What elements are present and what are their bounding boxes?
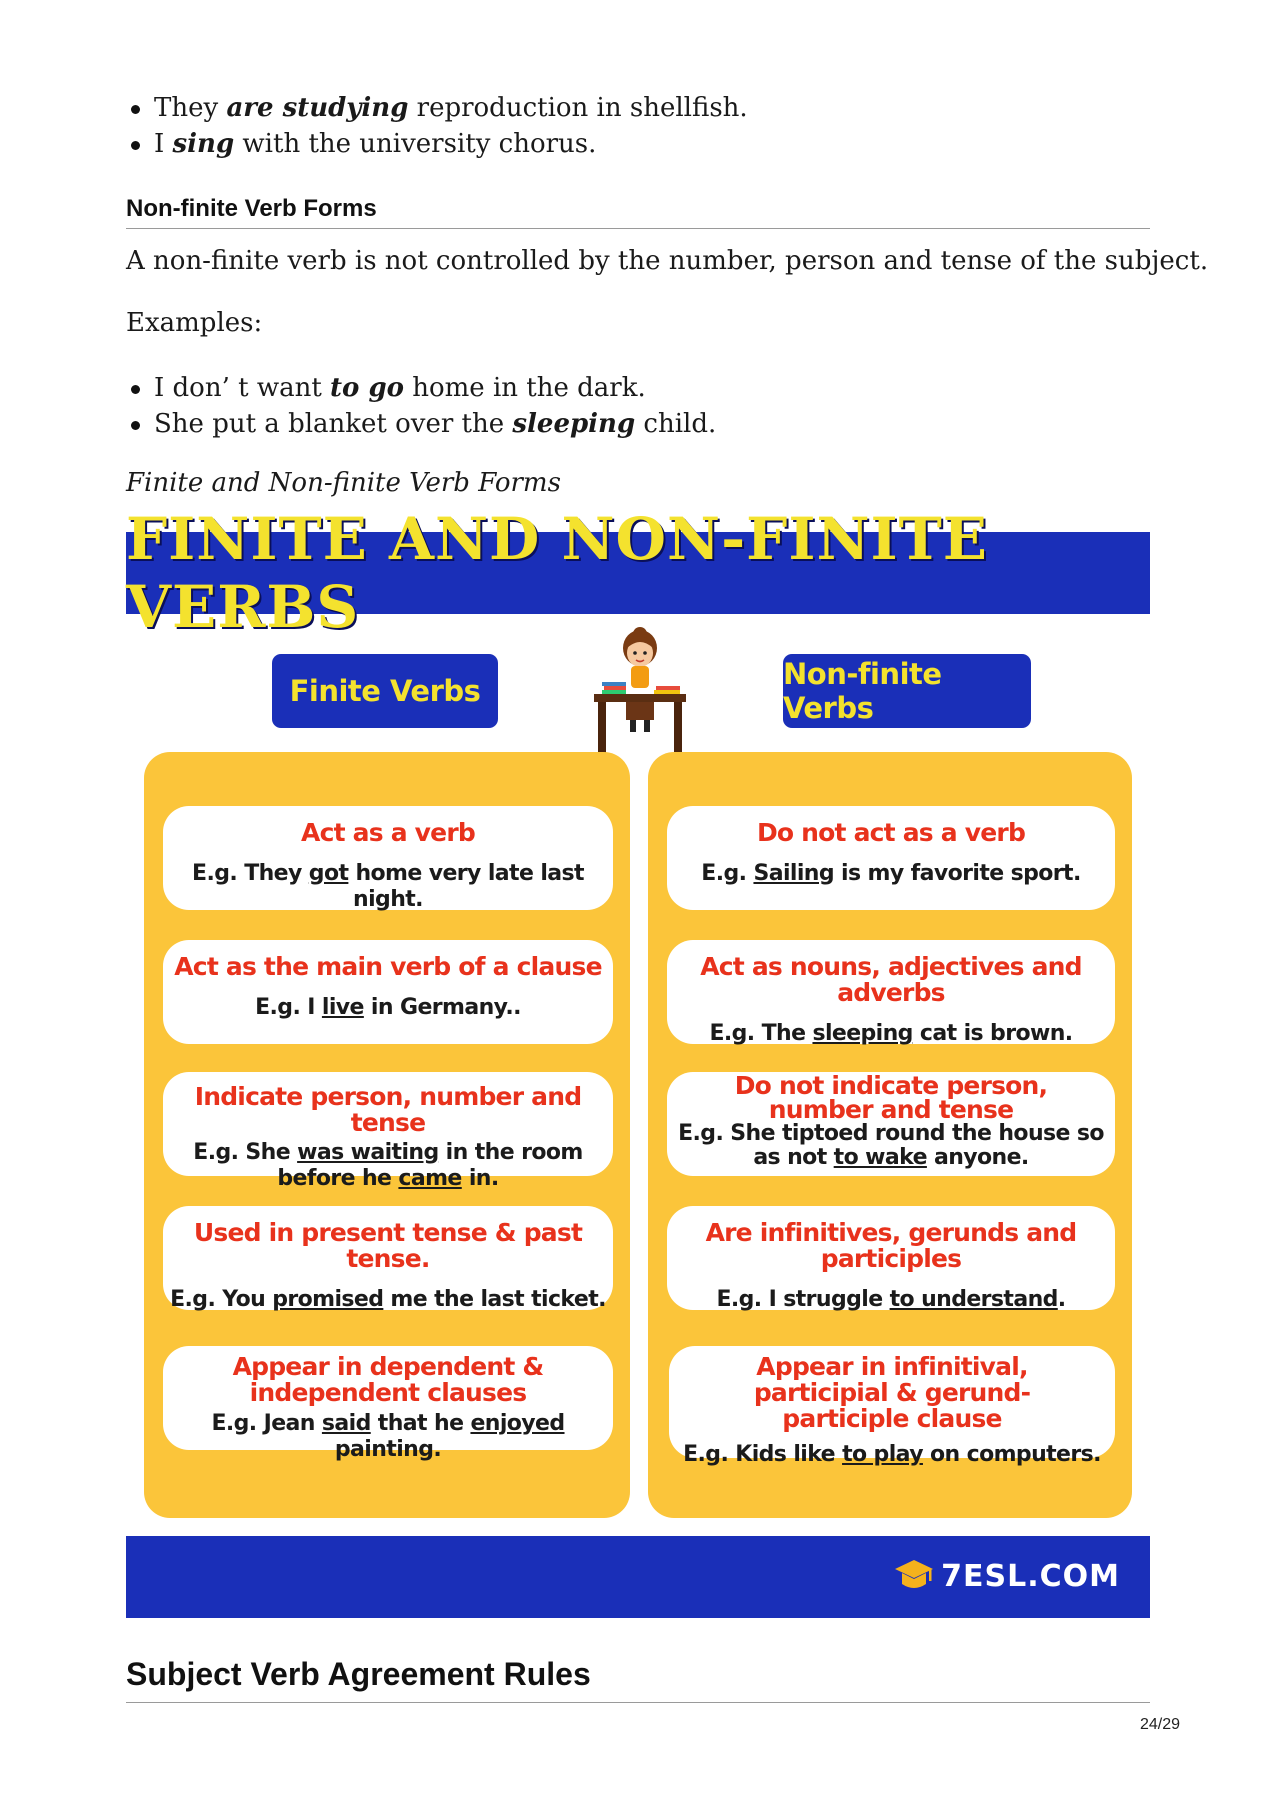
card-title: Act as nouns, adjectives and adverbs [700, 952, 1082, 1007]
section-heading-subject-verb: Subject Verb Agreement Rules [126, 1654, 1150, 1703]
card-title: Act as a verb [301, 818, 475, 847]
non-finite-card-3 [667, 1072, 1115, 1176]
card-example: E.g. I live in Germany.. [255, 995, 521, 1020]
card-example: E.g. She tiptoed round the house so as not to wake anyone. [678, 1121, 1104, 1170]
finite-card-4 [163, 1206, 613, 1310]
infographic-title: FINITE AND NON-FINITE VERBS [126, 505, 988, 641]
7esl-logo [893, 1556, 1120, 1596]
section-heading-non-finite: Non-finite Verb Forms [126, 194, 1150, 229]
infographic-footer-bar [126, 1536, 1150, 1618]
examples-bullet-list [154, 370, 716, 442]
card-example: E.g. She was waiting in the room before he came in. [193, 1140, 583, 1191]
page-number: 24/29 [1140, 1716, 1181, 1733]
finite-verbs-heading-label: Finite Verbs [289, 674, 481, 708]
finite-card-2 [163, 940, 613, 1044]
finite-card-1 [163, 806, 613, 910]
figure-caption: Finite and Non-finite Verb Forms [126, 468, 561, 498]
non-finite-card-1 [667, 806, 1115, 910]
examples-label: Examples: [126, 308, 263, 338]
card-title: Appear in infinitival, participial & gerund-participle clause [753, 1352, 1031, 1433]
infographic-banner [126, 505, 1150, 641]
list-item: She put a blanket over the sleeping child. [154, 406, 716, 442]
finite-card-3 [163, 1072, 613, 1191]
card-example: E.g. Kids like to play on computers. [683, 1442, 1101, 1467]
card-title: Are infinitives, gerunds and participles [705, 1218, 1077, 1273]
list-item: They are studying reproduction in shellfish. [154, 90, 748, 126]
card-example: E.g. The sleeping cat is brown. [709, 1021, 1073, 1046]
non-finite-card-2 [667, 940, 1115, 1044]
card-title: Indicate person, number and tense [194, 1082, 582, 1137]
card-example: E.g. Sailing is my favorite sport. [701, 861, 1081, 886]
top-bullet-list [154, 90, 748, 162]
card-example: E.g. Jean said that he enjoyed painting. [211, 1411, 565, 1462]
non-finite-verbs-heading [783, 654, 1031, 728]
card-example: E.g. They got home very late last night. [192, 861, 584, 912]
card-title: Used in present tense & past tense. [193, 1218, 583, 1273]
definition-paragraph: A non-finite verb is not controlled by the number, person and tense of the subject. [126, 246, 1209, 276]
card-example: E.g. I struggle to understand. [716, 1287, 1066, 1312]
list-item: I don’ t want to go home in the dark. [154, 370, 716, 406]
logo-text: 7ESL.COM [941, 1558, 1120, 1594]
teacher-at-desk-illustration [590, 628, 690, 754]
list-item: I sing with the university chorus. [154, 126, 748, 162]
card-title: Do not indicate person, number and tense [734, 1071, 1048, 1124]
non-finite-card-4 [667, 1206, 1115, 1310]
card-title: Do not act as a verb [756, 818, 1026, 847]
non-finite-verbs-heading-label: Non-finite Verbs [783, 657, 942, 725]
finite-verbs-heading [272, 654, 498, 728]
non-finite-card-5 [669, 1346, 1115, 1467]
card-title: Act as the main verb of a clause [174, 952, 602, 981]
card-title: Appear in dependent & independent clauses [232, 1352, 544, 1407]
infographic [126, 505, 1150, 1618]
card-example: E.g. You promised me the last ticket. [170, 1287, 606, 1312]
graduation-cap-icon [893, 1556, 935, 1596]
finite-card-5 [163, 1346, 613, 1462]
